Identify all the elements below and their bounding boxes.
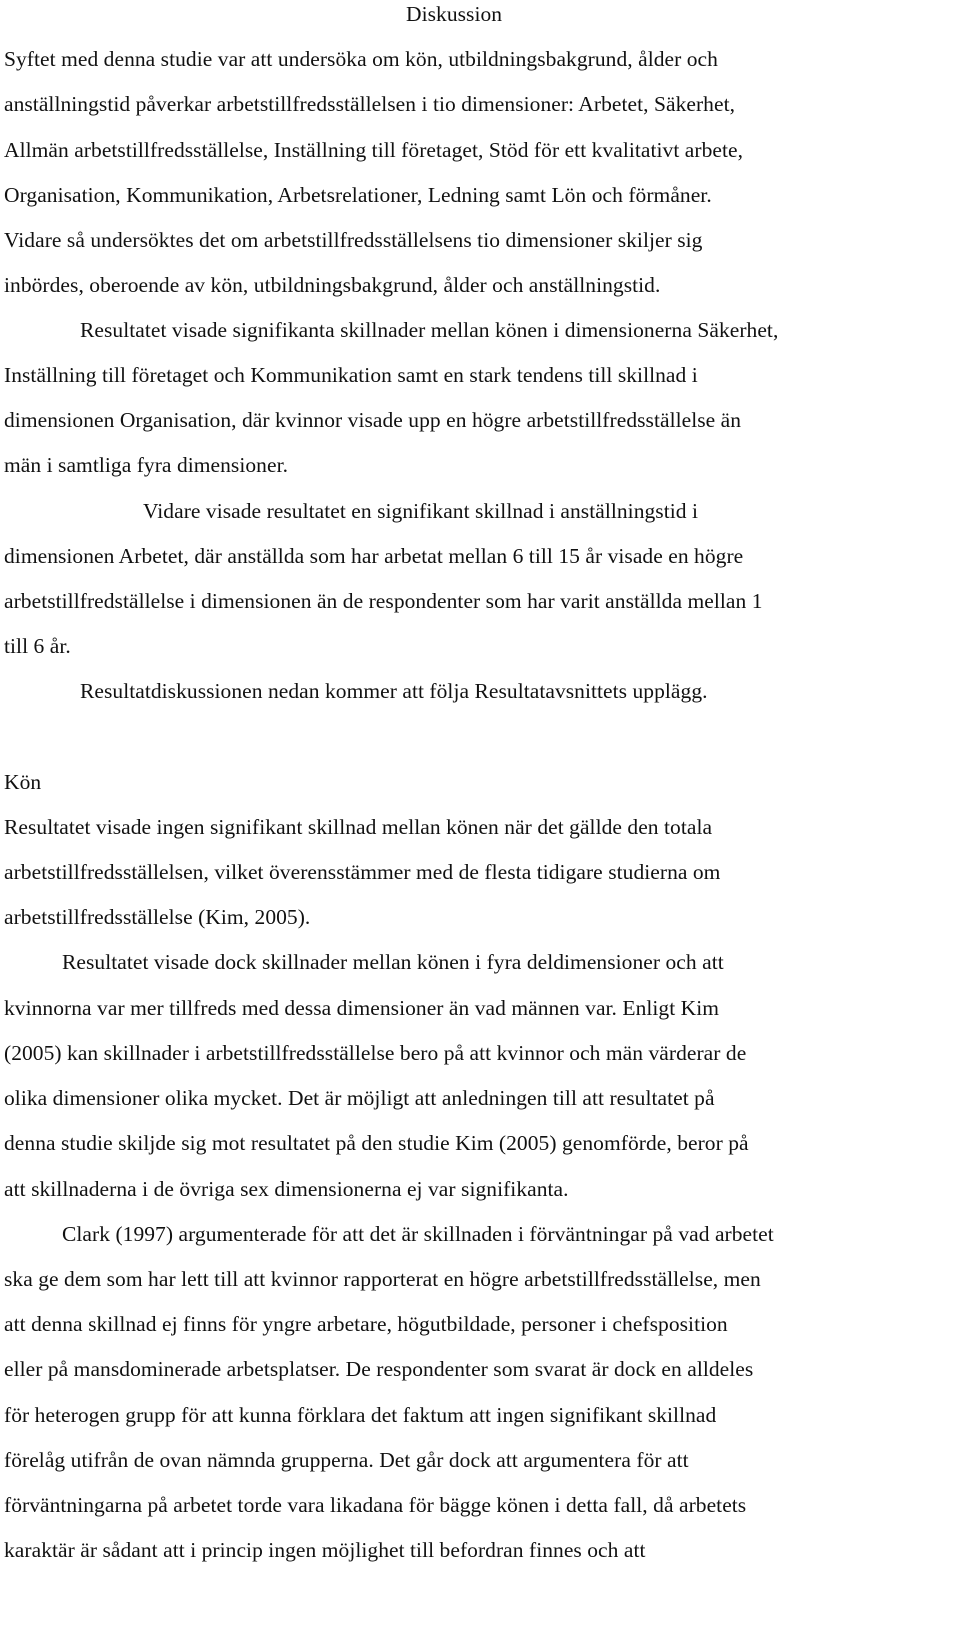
outline-paragraph: Resultatdiskussionen nedan kommer att följa Resultatavsnittets upplägg. <box>80 679 708 703</box>
text-line: kvinnorna var mer tillfreds med dessa dimensioner än vad männen var. Enligt Kim <box>4 996 720 1020</box>
text-line: Resultatet visade dock skillnader mellan könen i fyra deldimensioner och att <box>62 950 724 974</box>
text-line: dimensionen Organisation, där kvinnor visade upp en högre arbetstillfredsställelse än <box>4 408 742 432</box>
text-line: Vidare så undersöktes det om arbetstillfredsställelsens tio dimensioner skiljer sig <box>4 228 703 252</box>
section-heading: Kön <box>4 770 42 794</box>
text-line: förelåg utifrån de ovan nämnda grupperna. Det går dock att argumentera för att <box>4 1448 689 1472</box>
text-line: anställningstid påverkar arbetstillfredsställelsen i tio dimensioner: Arbetet, Säkerhet, <box>4 92 736 116</box>
page-title: Diskussion <box>406 2 503 26</box>
text-line: för heterogen grupp för att kunna förklara det faktum att ingen signifikant skillnad <box>4 1403 717 1427</box>
text-line: dimensionen Arbetet, där anställda som har arbetat mellan 6 till 15 år visade en högre <box>4 544 744 568</box>
text-line: olika dimensioner olika mycket. Det är möjligt att anledningen till att resultatet på <box>4 1086 715 1110</box>
text-line: Resultatet visade ingen signifikant skillnad mellan könen när det gällde den totala <box>4 815 713 839</box>
text-line: förväntningarna på arbetet torde vara likadana för bägge könen i detta fall, då arbetets <box>4 1493 747 1517</box>
text-line: män i samtliga fyra dimensioner. <box>4 453 289 477</box>
text-line: arbetstillfredsställelsen, vilket överensstämmer med de flesta tidigare studierna om <box>4 860 721 884</box>
text-line: till 6 år. <box>4 634 71 658</box>
text-line: (2005) kan skillnader i arbetstillfredsställelse bero på att kvinnor och män värderar de <box>4 1041 747 1065</box>
text-line: arbetstillfredsställelse (Kim, 2005). <box>4 905 311 929</box>
text-line: inbördes, oberoende av kön, utbildningsbakgrund, ålder och anställningstid. <box>4 273 661 297</box>
text-line: Clark (1997) argumenterade för att det är skillnaden i förväntningar på vad arbetet <box>62 1222 774 1246</box>
text-line: Vidare visade resultatet en signifikant skillnad i anställningstid i <box>143 499 699 523</box>
text-line: Syftet med denna studie var att undersöka om kön, utbildningsbakgrund, ålder och <box>4 47 718 71</box>
text-line: Allmän arbetstillfredsställelse, Inställning till företaget, Stöd för ett kvalitativt arbete, <box>4 138 744 162</box>
text-line: Organisation, Kommunikation, Arbetsrelationer, Ledning samt Lön och förmåner. <box>4 183 712 207</box>
text-line: att skillnaderna i de övriga sex dimensionerna ej var signifikanta. <box>4 1177 569 1201</box>
text-line: denna studie skiljde sig mot resultatet på den studie Kim (2005) genomförde, beror på <box>4 1131 749 1155</box>
text-line: arbetstillfredställelse i dimensionen än de respondenter som har varit anställda mellan 1 <box>4 589 763 613</box>
text-line: Resultatet visade signifikanta skillnader mellan könen i dimensionerna Säkerhet, <box>80 318 779 342</box>
text-line: eller på mansdominerade arbetsplatser. De respondenter som svarat är dock en alldeles <box>4 1357 754 1381</box>
text-line: karaktär är sådant att i princip ingen möjlighet till befordran finnes och att <box>4 1538 646 1562</box>
text-line: ska ge dem som har lett till att kvinnor rapporterat en högre arbetstillfredsställelse, men <box>4 1267 761 1291</box>
text-line: Inställning till företaget och Kommunikation samt en stark tendens till skillnad i <box>4 363 698 387</box>
text-line: att denna skillnad ej finns för yngre arbetare, högutbildade, personer i chefsposition <box>4 1312 728 1336</box>
